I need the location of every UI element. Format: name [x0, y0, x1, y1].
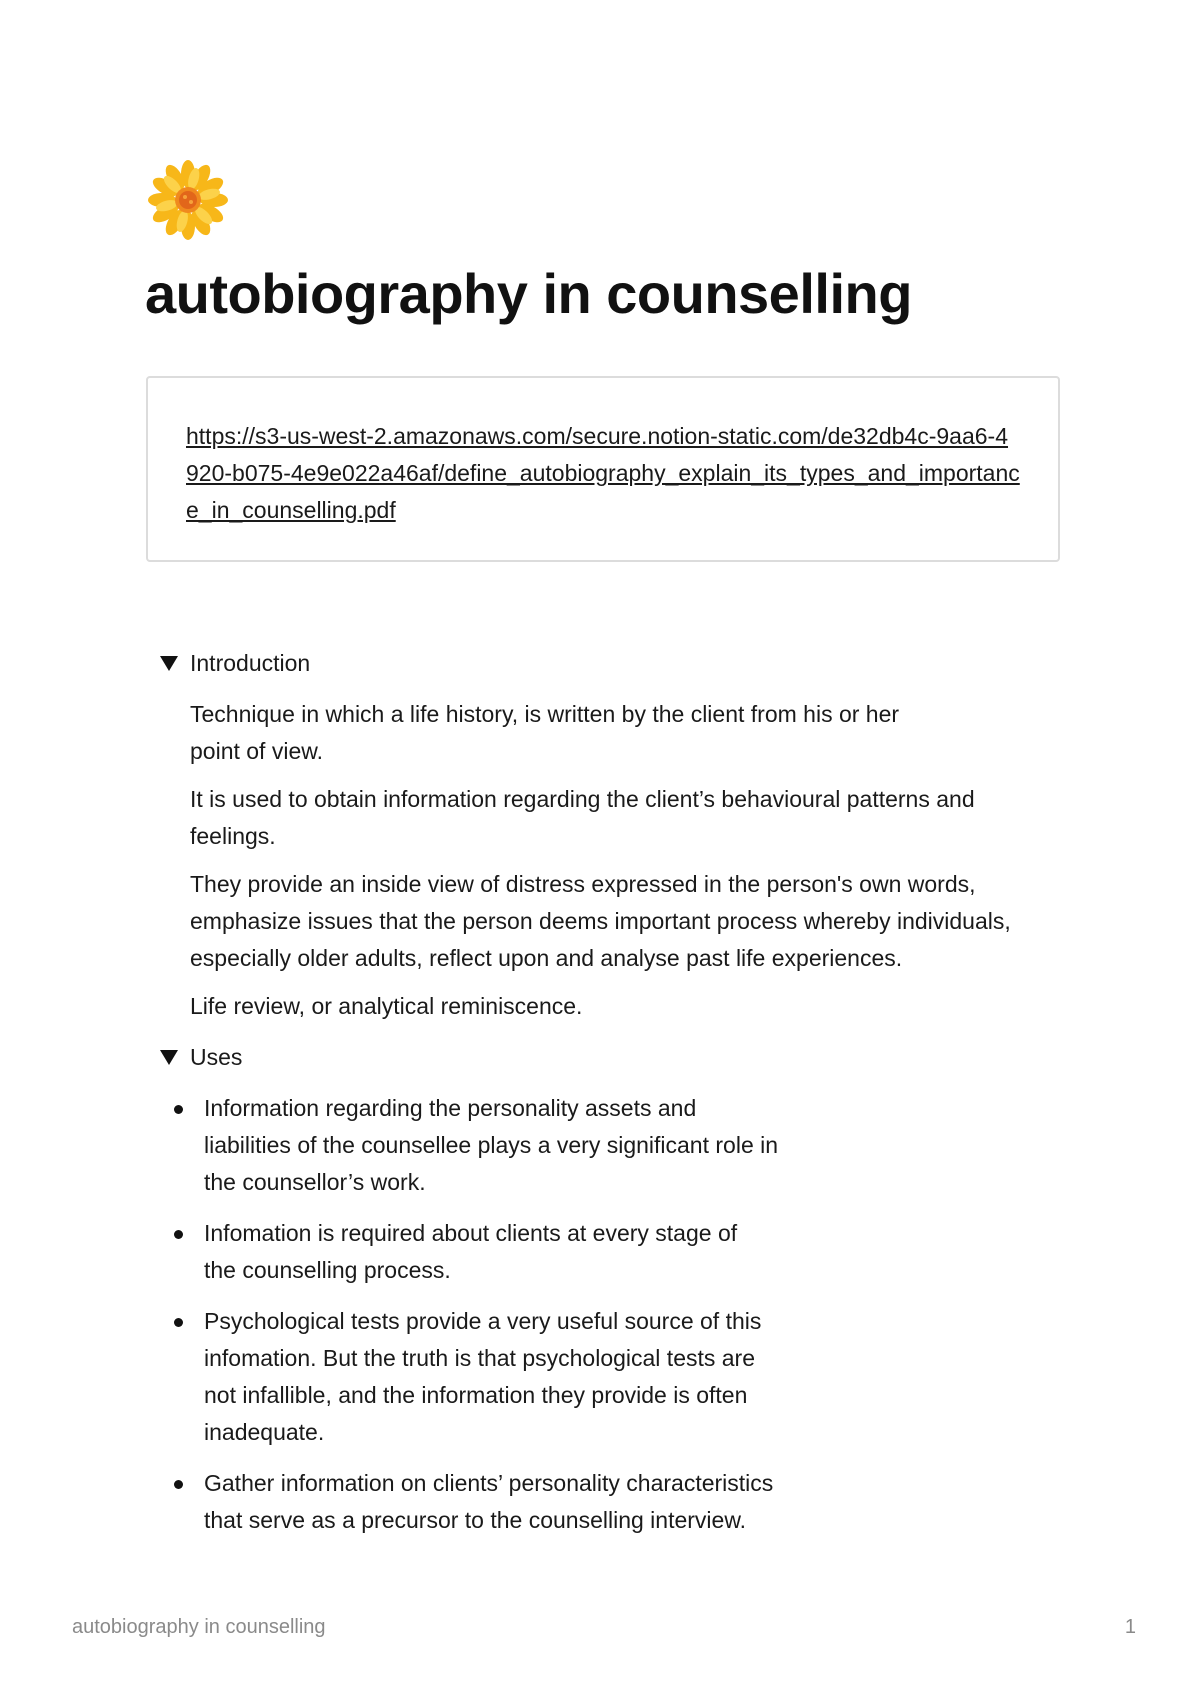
bullet-icon	[174, 1318, 183, 1327]
text-line: feelings.	[190, 823, 276, 849]
text-line: Gather information on clients’ personality characteristics	[204, 1470, 774, 1496]
list-item	[204, 1303, 844, 1451]
text-line: infomation. But the truth is that psychological tests are	[204, 1345, 756, 1371]
toggle-introduction	[160, 646, 1080, 1025]
text-line: liabilities of the counsellee plays a very significant role in	[204, 1132, 779, 1158]
text-line: especially older adults, reflect upon and analyse past life experiences.	[190, 945, 903, 971]
text-line: inadequate.	[204, 1419, 325, 1445]
toggle-label: Uses	[190, 1044, 243, 1070]
toggle-summary-uses[interactable]	[160, 1040, 1080, 1074]
bullet-icon	[174, 1230, 183, 1239]
file-embed	[146, 376, 1060, 562]
text-line: Life review, or analytical reminiscence.	[190, 993, 583, 1019]
bullet-icon	[174, 1105, 183, 1114]
text-line: point of view.	[190, 738, 323, 764]
text-line: It is used to obtain information regarding the client’s behavioural patterns and	[190, 786, 975, 812]
toggle-label: Introduction	[190, 650, 311, 676]
text-line: Information regarding the personality assets and	[204, 1095, 697, 1121]
page-title: autobiography in counselling	[145, 262, 912, 325]
toggle-body-introduction	[160, 680, 1080, 1025]
toggle-summary-introduction[interactable]	[160, 646, 1080, 680]
bullet-list	[160, 1090, 844, 1539]
list-item	[204, 1090, 844, 1201]
text-line: not infallible, and the information they provide is often	[204, 1382, 748, 1408]
text-line: that serve as a precursor to the counselling interview.	[204, 1507, 747, 1533]
paragraph	[190, 866, 1080, 977]
list-item	[204, 1465, 844, 1539]
sunflower-icon	[146, 158, 230, 242]
pdf-link[interactable]: https://s3-us-west-2.amazonaws.com/secure.notion-static.com/de32db4c-9aa6-4920-b075-4e9e022a46af/define_autobiography_explain_its_types_and_importance_in_counselling.pdf	[186, 423, 1020, 523]
page-number: 1	[1124, 1616, 1136, 1638]
toggle-uses	[160, 1040, 1080, 1539]
bullet-icon	[174, 1480, 183, 1489]
text-line: the counselling process.	[204, 1257, 451, 1283]
text-line: Psychological tests provide a very useful source of this	[204, 1308, 762, 1334]
list-item	[204, 1215, 844, 1289]
footer-title: autobiography in counselling	[72, 1616, 326, 1638]
toggle-arrow-icon[interactable]	[160, 656, 178, 671]
paragraph	[190, 988, 1080, 1025]
text-line: the counsellor’s work.	[204, 1169, 426, 1195]
paragraph	[190, 781, 1080, 855]
text-line: emphasize issues that the person deems important process whereby individuals,	[190, 908, 1011, 934]
text-line: Infomation is required about clients at every stage of	[204, 1220, 738, 1246]
paragraph	[190, 696, 1080, 770]
toggle-arrow-icon[interactable]	[160, 1050, 178, 1065]
text-line: Technique in which a life history, is written by the client from his or her	[190, 701, 900, 727]
text-line: They provide an inside view of distress expressed in the person's own words,	[190, 871, 976, 897]
